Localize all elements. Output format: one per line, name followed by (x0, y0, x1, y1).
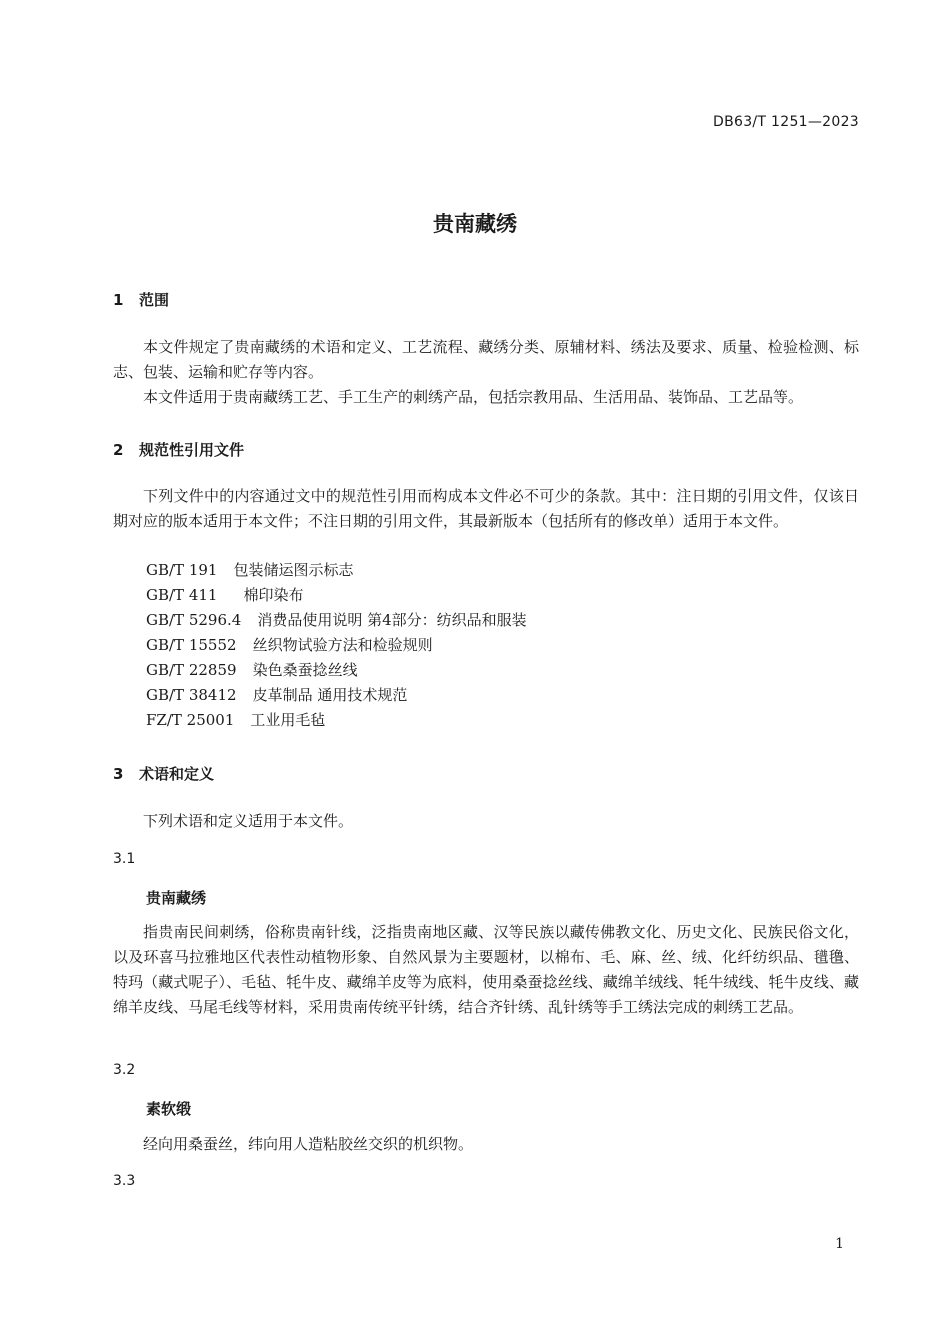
reference-item (146, 608, 527, 633)
scope-paragraph-1: 本文件规定了贵南藏绣的术语和定义、工艺流程、藏绣分类、原辅材料、绣法及要求、质量、检验检测、标志、包装、运输和贮存等内容。 (113, 338, 859, 381)
page-number: 1 (835, 1236, 844, 1252)
reference-code: GB/T 22859 (146, 661, 237, 679)
section-title: 范围 (139, 291, 170, 309)
reference-name: 棉印染布 (243, 586, 304, 604)
document-title: 贵南藏绣 (433, 212, 517, 236)
scope-paragraph-2: 本文件适用于贵南藏绣工艺、手工生产的刺绣产品，包括宗教用品、生活用品、装饰品、工艺品等。 (143, 388, 804, 406)
normative-references-paragraph: 下列文件中的内容通过文中的规范性引用而构成本文件必不可少的条款。其中：注日期的引用文件，仅该日期对应的版本适用于本文件；不注日期的引用文件，其最新版本（包括所有的修改单）适用于本文件。 (113, 487, 859, 530)
section-2-heading (113, 439, 244, 460)
reference-name: 皮革制品 通用技术规范 (252, 686, 408, 704)
reference-item (146, 583, 527, 608)
reference-code: GB/T 15552 (146, 636, 237, 654)
reference-item (146, 658, 527, 683)
reference-item (146, 683, 527, 708)
reference-code: GB/T 411 (146, 586, 218, 604)
document-code: DB63/T 1251—2023 (713, 114, 859, 130)
term-definition: 经向用桑蚕丝，纬向用人造粘胶丝交织的机织物。 (143, 1135, 474, 1153)
reference-name: 工业用毛毡 (250, 711, 326, 729)
reference-name: 染色桑蚕捻丝线 (252, 661, 358, 679)
reference-item (146, 633, 527, 658)
reference-code: FZ/T 25001 (146, 711, 235, 729)
reference-code: GB/T 38412 (146, 686, 237, 704)
reference-code: GB/T 191 (146, 561, 218, 579)
section-number: 1 (113, 291, 124, 309)
term-name: 贵南藏绣 (146, 889, 207, 907)
term-number: 3.2 (113, 1062, 136, 1078)
term-definition: 指贵南民间刺绣，俗称贵南针线，泛指贵南地区藏、汉等民族以藏传佛教文化、历史文化、民族民俗文化，以及环喜马拉雅地区代表性动植物形象、自然风景为主要题材，以棉布、毛、麻、丝、绒、化纤纺织品、氆氇、特玛（藏式呢子）、毛毡、牦牛皮、藏绵羊皮等为底料，使用桑蚕捻丝线、藏绵羊绒线、牦牛绒线、牦牛皮线、藏绵羊皮线、马尾毛线等材料，采用贵南传统平针绣，结合齐针绣、乱针绣等手工绣法完成的刺绣工艺品。 (113, 923, 859, 1016)
section-title: 规范性引用文件 (139, 441, 245, 459)
reference-item (146, 708, 527, 733)
section-number: 3 (113, 765, 124, 783)
section-1-heading (113, 289, 169, 310)
reference-code: GB/T 5296.4 (146, 611, 242, 629)
section-3-heading (113, 763, 214, 784)
reference-name: 消费品使用说明 第4部分：纺织品和服装 (257, 611, 527, 629)
section-number: 2 (113, 441, 124, 459)
terms-intro-paragraph: 下列术语和定义适用于本文件。 (143, 812, 354, 830)
section-title: 术语和定义 (139, 765, 215, 783)
reference-name: 包装储运图示标志 (233, 561, 354, 579)
term-number: 3.3 (113, 1173, 136, 1189)
reference-name: 丝织物试验方法和检验规则 (252, 636, 433, 654)
term-number: 3.1 (113, 851, 136, 867)
term-name: 素软缎 (146, 1100, 192, 1118)
reference-item (146, 558, 527, 583)
reference-list (146, 558, 527, 733)
